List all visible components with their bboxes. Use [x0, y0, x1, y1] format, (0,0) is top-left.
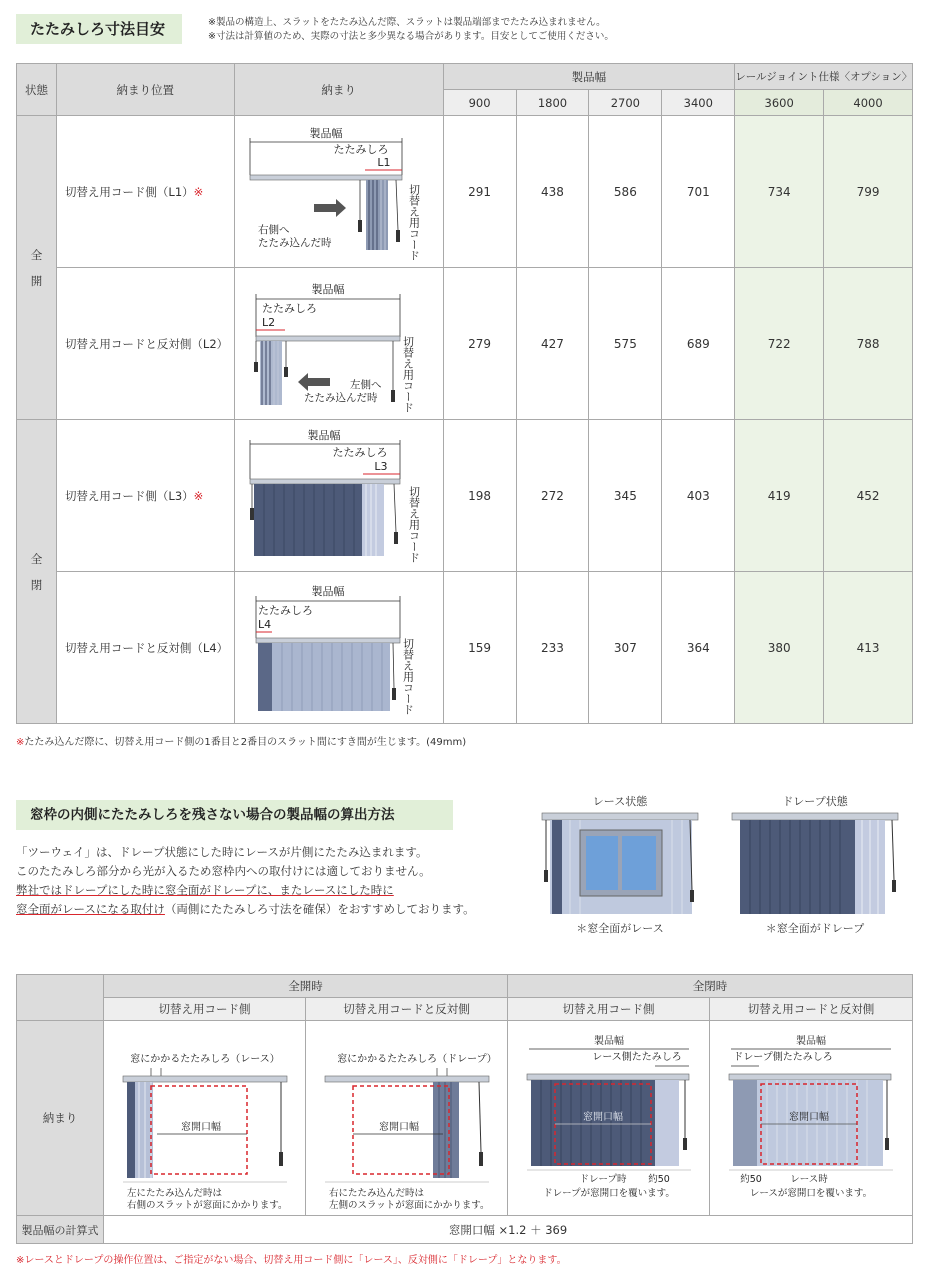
section1-title: たたみしろ寸法目安: [16, 14, 182, 44]
label-caption: レースが窓開口を覆います。: [749, 1187, 873, 1199]
lace-state-label: レース状態: [592, 795, 648, 808]
value-cell: 701: [662, 116, 735, 268]
label-window-width: 窓開口幅: [789, 1111, 829, 1123]
value-cell: 586: [589, 116, 662, 268]
label-window-width: 窓開口幅: [378, 1121, 419, 1133]
row-fit-label: 納まり: [17, 1021, 104, 1216]
value-cell: 380: [735, 572, 824, 724]
lace-caption: ＊窓全面がレース: [576, 922, 664, 935]
diagram-open-cord-svg: [105, 1022, 305, 1212]
value-cell: 427: [516, 268, 589, 420]
diagram-closed-cord: [508, 1021, 710, 1216]
value-cell: 307: [589, 572, 662, 724]
label-window-width: 窓開口幅: [180, 1121, 221, 1133]
diagram-l3-svg: [236, 424, 441, 564]
label-caption: ドレープが窓開口を覆います。: [542, 1187, 675, 1199]
label-product-width: 製品幅: [311, 283, 345, 296]
header-width-2700: 2700: [589, 90, 662, 116]
label-tatamishiro: たたみしろ: [262, 302, 318, 315]
diagram-closed-opposite-svg: [711, 1022, 911, 1212]
header-opposite-side: 切替え用コードと反対側: [306, 998, 508, 1021]
label-cord: 切替え用コード: [407, 486, 421, 563]
section2-title: 窓枠の内側にたたみしろを残さない場合の製品幅の算出方法: [16, 800, 453, 830]
row-label: 切替え用コード側（L1）※: [56, 116, 234, 268]
label-product-width: 製品幅: [593, 1035, 624, 1047]
diagram-l4: [234, 572, 443, 724]
value-cell: 279: [443, 268, 516, 420]
table-row: [17, 116, 913, 268]
value-cell: 198: [443, 420, 516, 572]
value-cell: 403: [662, 420, 735, 572]
drape-caption: ＊窓全面がドレープ: [765, 922, 865, 935]
label-right-fold: 右側へたたみ込んだ時: [258, 224, 332, 249]
diagram-l1-svg: [236, 120, 441, 260]
label-l4: L4: [258, 618, 272, 631]
note-1: ※製品の構造上、スラットをたたみ込んだ際、スラットは製品端部までたたみ込まれません。: [208, 17, 606, 28]
label-top: 窓にかかるたたみしろ（ドレープ）: [336, 1053, 497, 1065]
label-cord: 切替え用コード: [407, 184, 421, 260]
label-product-width: 製品幅: [311, 585, 345, 598]
value-cell: 419: [735, 420, 824, 572]
value-cell: 452: [824, 420, 913, 572]
table-row: [17, 268, 913, 420]
diagram-closed-opposite: [710, 1021, 913, 1216]
diagram-open-cord: [104, 1021, 306, 1216]
section2-text: [16, 843, 521, 919]
label-lace-time: レース時: [790, 1173, 828, 1185]
header-width-900: 900: [443, 90, 516, 116]
diagram-l4-svg: [236, 576, 441, 716]
drape-state-illustration: [730, 810, 900, 918]
label-product-width: 製品幅: [309, 127, 343, 140]
value-cell: 575: [589, 268, 662, 420]
value-cell: 722: [735, 268, 824, 420]
folded-slats-left: [260, 341, 282, 405]
label-caption: 左にたたみ込んだ時は右側のスラットが窓面にかかります。: [126, 1187, 288, 1211]
arrow-right-icon: [314, 199, 346, 217]
label-l1: L1: [377, 156, 391, 169]
diagram-l2: [234, 268, 443, 420]
table-row: [17, 420, 913, 572]
diagram-l3: [234, 420, 443, 572]
diagram-l1: [234, 116, 443, 268]
header-width-3600: 3600: [735, 90, 824, 116]
value-cell: 291: [443, 116, 516, 268]
drape-state-label: ドレープ状態: [782, 795, 848, 808]
lace-state-illustration: [540, 810, 700, 918]
corner: [17, 975, 104, 1021]
paragraph: 弊社ではドレープにした時に窓全面がドレープに、またレースにした時に: [16, 883, 394, 897]
label-top: ドレープ側たたみしろ: [733, 1051, 833, 1063]
value-cell: 438: [516, 116, 589, 268]
label-top: レース側たたみしろ: [591, 1051, 682, 1063]
label-drape-time: ドレープ時: [578, 1173, 627, 1185]
paragraph: 「ツーウェイ」は、ドレープ状態にした時にレースが片側にたたみ込まれます。: [16, 845, 428, 859]
value-cell: 799: [824, 116, 913, 268]
label-cord: 切替え用コード: [401, 336, 415, 412]
label-product-width: 製品幅: [796, 1035, 826, 1047]
paragraph: 窓全面がレースになる取付け（両側にたたみしろ寸法を確保）をおすすめしております。: [16, 902, 475, 916]
header-opposite-side: 切替え用コードと反対側: [710, 998, 913, 1021]
row-label: 切替え用コードと反対側（L2）: [56, 268, 234, 420]
diagram-open-opposite-svg: [307, 1022, 507, 1212]
header-state: 状態: [17, 64, 57, 116]
value-cell: 788: [824, 268, 913, 420]
section1-notes: [208, 16, 614, 44]
label-cord: 切替え用コード: [401, 638, 415, 715]
header-position: 納まり位置: [56, 64, 234, 116]
label-tatamishiro: たたみしろ: [258, 604, 314, 617]
value-cell: 345: [589, 420, 662, 572]
state-closed: 全 閉: [17, 420, 57, 724]
bottom-note: ※レースとドレープの操作位置は、ご指定がない場合、切替え用コード側に「レース」、反対側に「ドレープ」となります。: [16, 1255, 567, 1266]
label-l2: L2: [262, 316, 276, 329]
value-cell: 159: [443, 572, 516, 724]
state-open: 全 開: [17, 116, 57, 420]
diagram-open-opposite: [306, 1021, 508, 1216]
header-open: 全開時: [104, 975, 508, 998]
header-width-1800: 1800: [516, 90, 589, 116]
table-row: [17, 572, 913, 724]
label-top: 窓にかかるたたみしろ（レース）: [129, 1053, 280, 1065]
header-cord-side: 切替え用コード側: [104, 998, 306, 1021]
formula-label: 製品幅の計算式: [17, 1216, 104, 1244]
diagram-closed-cord-svg: [509, 1022, 709, 1212]
label-l3: L3: [374, 460, 388, 473]
label-caption: 右にたたみ込んだ時は左側のスラットが窓面にかかります。: [328, 1187, 490, 1211]
calc-table: [16, 974, 913, 1244]
row-label: 切替え用コードと反対側（L4）: [56, 572, 234, 724]
label-tatamishiro: たたみしろ: [332, 446, 388, 459]
header-width-3400: 3400: [662, 90, 735, 116]
header-cord-side: 切替え用コード側: [508, 998, 710, 1021]
label-left-fold: 左側へたたみ込んだ時: [304, 379, 382, 404]
header-closed: 全閉時: [508, 975, 913, 998]
header-product-width: 製品幅: [443, 64, 735, 90]
label-about-50: 約50: [740, 1173, 762, 1185]
folded-slats-right: [366, 180, 388, 250]
arrow-left-icon: [298, 373, 330, 391]
value-cell: 272: [516, 420, 589, 572]
value-cell: 689: [662, 268, 735, 420]
value-cell: 233: [516, 572, 589, 724]
formula: 窓開口幅 ×1.2 ＋ 369: [104, 1216, 913, 1244]
header-width-4000: 4000: [824, 90, 913, 116]
label-window-width: 窓開口幅: [582, 1111, 623, 1123]
value-cell: 364: [662, 572, 735, 724]
header-rail-joint: レールジョイント仕様〈オプション〉: [735, 64, 913, 90]
section1-footnote: ※たたみ込んだ際に、切替え用コード側の1番目と2番目のスラット間にすき間が生じます。(49mm): [16, 737, 467, 748]
label-product-width: 製品幅: [307, 429, 341, 442]
note-2: ※寸法は計算値のため、実際の寸法と多少異なる場合があります。目安としてご使用ください。: [208, 31, 614, 42]
diagram-l2-svg: [236, 272, 441, 412]
value-cell: 413: [824, 572, 913, 724]
tatamishiro-table: [16, 63, 913, 724]
header-fit: 納まり: [234, 64, 443, 116]
label-tatamishiro: たたみしろ: [333, 143, 389, 156]
label-about-50: 約50: [647, 1173, 670, 1185]
row-label: 切替え用コード側（L3）※: [56, 420, 234, 572]
paragraph: このたたみしろ部分から光が入るため窓枠内への取付けには適しておりません。: [16, 864, 431, 878]
value-cell: 734: [735, 116, 824, 268]
